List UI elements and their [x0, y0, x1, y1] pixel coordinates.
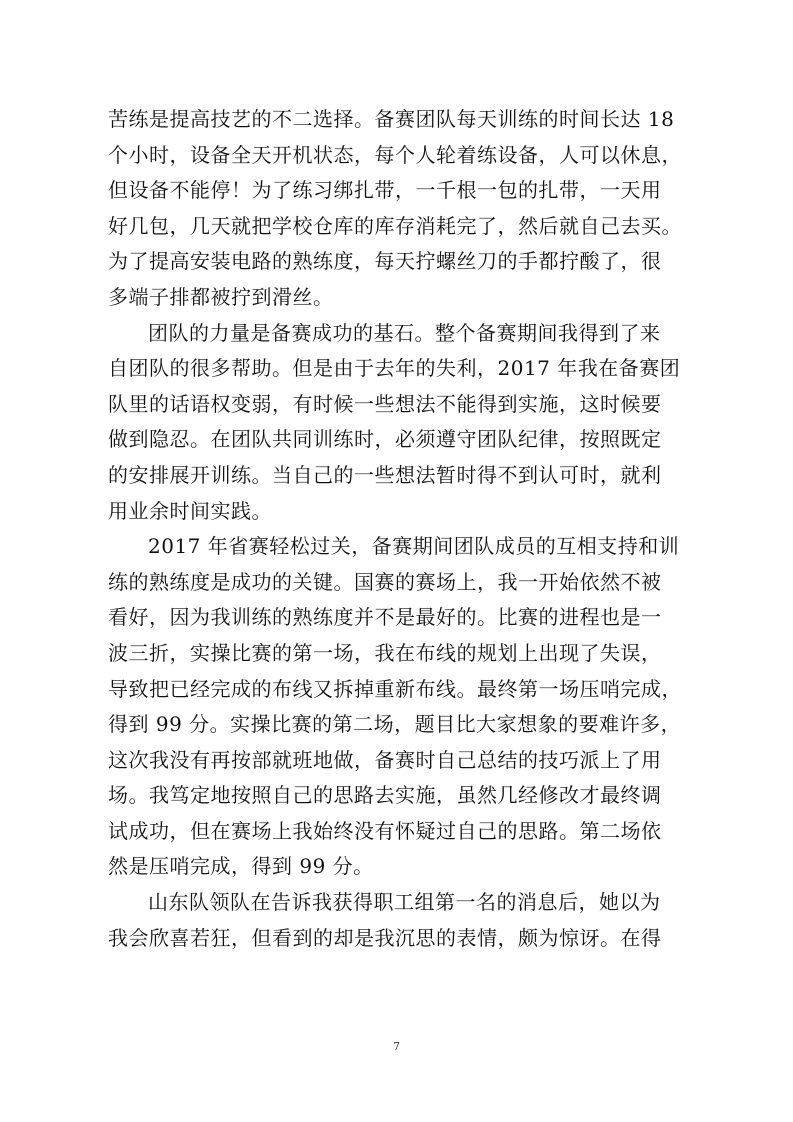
text-line: 得到 99 分。实操比赛的第二场，题目比大家想象的要难许多，: [108, 712, 682, 737]
text-line: 练的熟练度是成功的关键。国赛的赛场上，我一开始依然不被: [108, 569, 662, 594]
text-line: 团队的力量是备赛成功的基石。整个备赛期间我得到了来: [148, 320, 661, 345]
text-line: 2017 年省赛轻松过关，备赛期间团队成员的互相支持和训: [148, 534, 680, 559]
text-line: 用业余时间实践。: [108, 498, 272, 523]
text-line: 这次我没有再按部就班地做，备赛时自己总结的技巧派上了用: [108, 747, 662, 772]
text-line: 看好，因为我训练的熟练度并不是最好的。比赛的进程也是一: [108, 605, 662, 630]
text-line: 导致把已经完成的布线又拆掉重新布线。最终第一场压哨完成，: [108, 676, 682, 701]
text-line: 做到隐忍。在团队共同训练时，必须遵守团队纪律，按照既定: [108, 427, 662, 452]
text-line: 山东队领队在告诉我获得职工组第一名的消息后，她以为: [148, 890, 661, 915]
text-line: 试成功，但在赛场上我始终没有怀疑过自己的思路。第二场依: [108, 818, 662, 843]
text-line: 波三折，实操比赛的第一场，我在布线的规划上出现了失误，: [108, 640, 662, 665]
text-line: 为了提高安装电路的熟练度，每天拧螺丝刀的手都拧酸了，很: [108, 249, 662, 274]
paragraph-practice: [108, 102, 693, 316]
text-line: 苦练是提高技艺的不二选择。备赛团队每天训练的时间长达 18: [108, 107, 675, 131]
paragraph-result: [108, 885, 693, 956]
body-text: [108, 102, 693, 956]
text-line: 但设备不能停！为了练习绑扎带，一千根一包的扎带，一天用: [108, 178, 662, 203]
page-number: 7: [393, 1040, 400, 1053]
text-line: 自团队的很多帮助。但是由于去年的失利，2017 年我在备赛团: [108, 356, 681, 381]
paragraph-teamwork: [108, 316, 693, 530]
text-line: 的安排展开训练。当自己的一些想法暂时得不到认可时，就利: [108, 462, 662, 487]
text-line: 队里的话语权变弱，有时候一些想法不能得到实施，这时候要: [108, 391, 662, 416]
text-line: 好几包，几天就把学校仓库的库存消耗完了，然后就自己去买。: [108, 213, 682, 238]
text-line: 个小时，设备全天开机状态，每个人轮着练设备，人可以休息，: [108, 142, 682, 167]
text-line: 然是压哨完成，得到 99 分。: [108, 854, 374, 879]
paragraph-competition: [108, 529, 693, 885]
text-line: 场。我笃定地按照自己的思路去实施，虽然几经修改才最终调: [108, 783, 662, 808]
text-line: 我会欣喜若狂，但看到的却是我沉思的表情，颇为惊讶。在得: [108, 925, 662, 950]
text-line: 多端子排都被拧到滑丝。: [108, 284, 334, 309]
